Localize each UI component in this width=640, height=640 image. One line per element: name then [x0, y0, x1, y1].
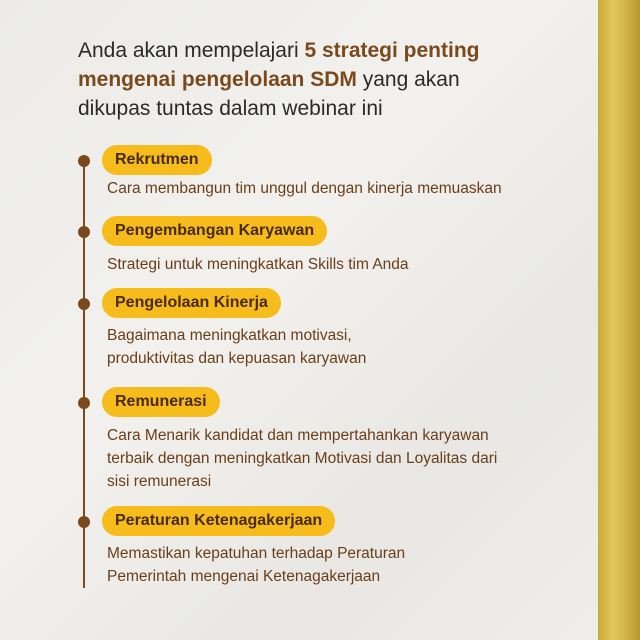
- timeline-dot: [78, 516, 90, 528]
- strategy-title: Remunerasi: [102, 387, 220, 417]
- intro-highlight: 5 strategi penting mengenai pengelolaan SDM: [78, 39, 480, 91]
- strategy-title: Peraturan Ketenagakerjaan: [102, 506, 335, 536]
- strategy-description: Bagaimana meningkatkan motivasi, produktivitas dan kepuasan karyawan: [107, 327, 367, 367]
- strategy-title: Pengelolaan Kinerja: [102, 288, 281, 318]
- strategy-description: Cara membangun tim unggul dengan kinerja memuaskan: [107, 180, 502, 197]
- intro-part2: yang akan dikupas tuntas dalam webinar ini: [78, 68, 460, 120]
- strategy-title: Pengembangan Karyawan: [102, 216, 327, 246]
- strategy-description: Strategi untuk meningkatkan Skills tim Anda: [107, 256, 409, 273]
- timeline-dot: [78, 298, 90, 310]
- intro-part1: Anda akan mempelajari: [78, 39, 305, 62]
- timeline-dot: [78, 226, 90, 238]
- intro-text: [78, 36, 518, 123]
- strategy-title: Rekrutmen: [102, 145, 212, 175]
- strategy-description: Memastikan kepatuhan terhadap Peraturan Pemerintah mengenai Ketenagakerjaan: [107, 545, 406, 585]
- timeline-dot: [78, 155, 90, 167]
- strategy-description: Cara Menarik kandidat dan mempertahankan karyawan terbaik dengan meningkatkan Motivasi dan Loyalitas dari sisi remunerasi: [107, 427, 498, 490]
- timeline-dot: [78, 397, 90, 409]
- gold-side-strip: [598, 0, 640, 640]
